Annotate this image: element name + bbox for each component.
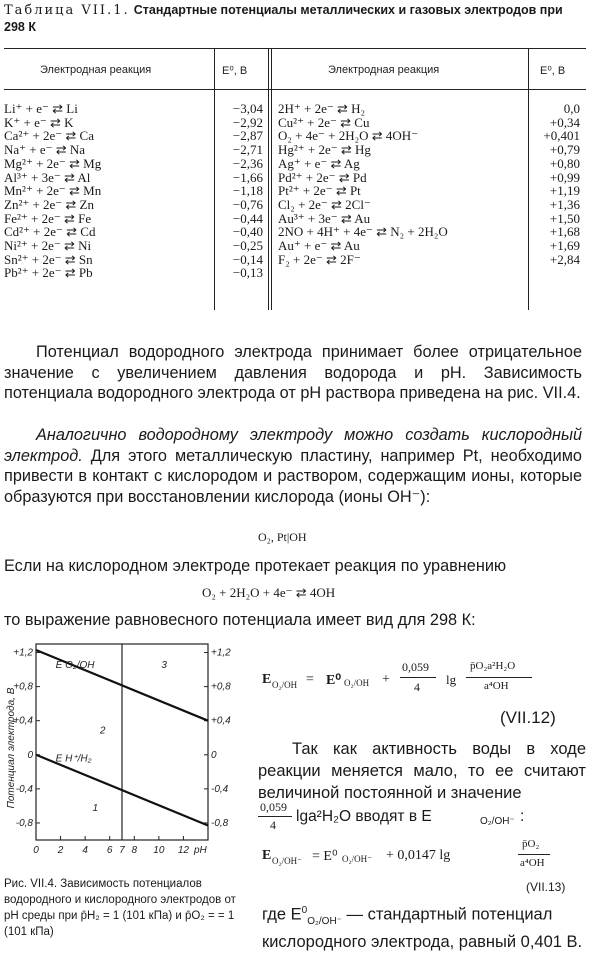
table-mid-divider-b — [271, 48, 272, 310]
p5b-tail: lga²H₂O вводят в E — [296, 808, 432, 825]
table-row-reaction: Ca²⁺ + 2e⁻ ⇄ Ca — [4, 128, 94, 144]
table-row-value: +1,68 — [549, 224, 580, 240]
x-tick-label: 6 — [106, 845, 113, 856]
x-tick-label: 7 — [119, 845, 125, 856]
table-row-value: −2,71 — [232, 142, 263, 158]
table-row-reaction: Na⁺ + e⁻ ⇄ Na — [4, 142, 86, 158]
eq12-coef-bar — [400, 677, 436, 678]
table-row-value: −0,13 — [232, 265, 263, 281]
reaction-equation: O₂ + 2H₂O + 4e⁻ ⇄ 4OH — [202, 585, 336, 600]
table-row-reaction: F₂ + 2e⁻ ⇄ 2F⁻ — [278, 251, 361, 267]
eq12-frac-bar — [466, 677, 532, 678]
col-header-e0-left: E⁰, В — [222, 65, 248, 77]
potential-ph-chart — [2, 636, 242, 870]
p6-b: — стандартный потенциал кислородного электрода, равный 0,401 В. — [262, 905, 583, 951]
table-row-value: −0,14 — [232, 251, 263, 267]
series-label-hydrogen: E H⁺/H₂ — [55, 753, 92, 765]
col-header-e0-right: E⁰, В — [540, 65, 566, 77]
eq13-lhs-sub: O₂/OH⁻ — [272, 856, 302, 866]
table-row-value: −0,40 — [232, 224, 263, 240]
eq12-label: (VII.12) — [500, 708, 556, 727]
table-top-rule — [4, 48, 586, 49]
table-mid-divider-a — [268, 48, 269, 310]
y-tick-label-right: +0,8 — [211, 681, 231, 693]
p5b-frac-bar — [258, 816, 292, 817]
eq13-coef: + 0,0147 lg — [386, 848, 451, 863]
table-row-value: +1,19 — [549, 183, 580, 199]
table-row-reaction: Cd²⁺ + 2e⁻ ⇄ Cd — [4, 224, 96, 240]
chart-xlabel: pH — [194, 845, 207, 856]
table-row-value: +0,401 — [543, 128, 580, 144]
table-row-reaction: Au³⁺ + 3e⁻ ⇄ Au — [278, 210, 371, 226]
x-tick-label: 0 — [33, 845, 39, 856]
eq13-lhs: E — [262, 848, 272, 863]
y-tick-label-left: -0,4 — [15, 783, 33, 795]
table-row-reaction: 2NO + 4H⁺ + 4e⁻ ⇄ N₂ + 2H₂O — [278, 224, 448, 240]
table-header-rule — [4, 89, 586, 90]
table-row-reaction: Pb²⁺ + 2e⁻ ⇄ Pb — [4, 265, 93, 281]
table-row-value: +0,99 — [549, 169, 580, 185]
eq12-coef-num: 0,059 — [402, 660, 429, 674]
eq13-den: a⁴OH — [520, 857, 545, 869]
eq12-equals: = — [306, 672, 314, 687]
table-row-value: +0,34 — [549, 114, 580, 130]
p5b-frac-den: 4 — [270, 818, 276, 832]
table-col-divider — [214, 48, 215, 310]
equation-vii-12 — [258, 650, 588, 710]
eq12-lhs-sub: O₂/OH — [272, 680, 298, 690]
p6-sub: O₂/OH⁻ — [307, 915, 342, 927]
table-row-value: −1,66 — [232, 169, 263, 185]
eq12-frac-num: p̄O₂a²H₂O — [470, 660, 516, 672]
table-row-reaction: Hg²⁺ + 2e⁻ ⇄ Hg — [278, 142, 371, 158]
y-tick-label-right: -0,8 — [211, 817, 229, 829]
x-tick-label: 10 — [153, 845, 165, 856]
eq12-frac-den: a⁴OH — [484, 680, 509, 692]
table-row-value: +1,36 — [549, 196, 580, 212]
equation-vii-13 — [262, 838, 588, 876]
table-row-reaction: Cu²⁺ + 2e⁻ ⇄ Cu — [278, 114, 370, 130]
table-caption — [4, 2, 586, 36]
x-tick-label: 12 — [177, 845, 189, 856]
table-row-value: −0,44 — [232, 210, 263, 226]
paragraph-potential-intro: то выражение равновесного потенциала имеет вид для 298 К: — [4, 611, 476, 629]
y-tick-label-left: +0,4 — [13, 715, 33, 727]
region-label: 3 — [161, 659, 167, 671]
series-label-oxygen: E O₂/OH — [55, 659, 95, 671]
figure-caption: Рис. VII.4. Зависимость потенциалов водородного и кислородного электродов от рН среды при p̄H₂ = 1 (101 кПа) и p̄O₂ = = 1 (101 кПа) — [4, 878, 236, 938]
eq12-e0-sub: O₂/OH — [344, 678, 370, 688]
table-row-reaction: Ni²⁺ + 2e⁻ ⇄ Ni — [4, 238, 92, 253]
table-row-reaction: Fe²⁺ + 2e⁻ ⇄ Fe — [4, 210, 92, 226]
y-tick-label-right: +0,4 — [211, 715, 231, 727]
col-header-reaction-left: Электродная реакция — [40, 64, 152, 76]
p6-sup: 0 — [301, 905, 308, 916]
paragraph-oxygen-italic: Аналогично водородному электроду можно создать кислородный электрод. — [4, 426, 582, 465]
paragraph-standard-potential — [262, 900, 586, 953]
table-row-reaction: Li⁺ + e⁻ ⇄ Li — [4, 101, 78, 116]
table-row-value: −2,92 — [232, 114, 263, 130]
y-tick-label-left: -0,8 — [15, 817, 33, 829]
col-header-reaction-right: Электродная реакция — [328, 64, 440, 76]
eq12-e0: E⁰ — [326, 673, 341, 688]
table-row-value: −2,36 — [232, 155, 263, 171]
region-label: 1 — [92, 803, 99, 815]
table-row-value: 0,0 — [563, 101, 580, 116]
y-tick-label-right: +1,2 — [211, 647, 231, 659]
p5b-frac-num: 0,059 — [260, 800, 287, 814]
eq12-lhs: E — [262, 672, 272, 687]
eq13-num: p̄O₂ — [522, 838, 540, 850]
eq13-bar — [518, 854, 550, 855]
chart-ylabel: Потенциал электрода, В — [6, 687, 17, 809]
electrode-scheme: O₂, Pt|OH — [258, 530, 307, 544]
table-row-value: −1,18 — [232, 183, 263, 199]
table-row-reaction: Zn²⁺ + 2e⁻ ⇄ Zn — [4, 196, 94, 212]
table-row-reaction: 2H⁺ + 2e⁻ ⇄ H₂ — [278, 101, 366, 116]
table-row-reaction: Cl₂ + 2e⁻ ⇄ 2Cl⁻ — [278, 196, 371, 212]
y-tick-label-right: -0,4 — [211, 783, 229, 795]
chart-plot — [6, 644, 231, 856]
table-row-reaction: O₂ + 4e⁻ + 2H₂O ⇄ 4OH⁻ — [278, 128, 419, 144]
paragraph-oxygen-electrode — [4, 425, 582, 507]
table-row-reaction: Pt²⁺ + 2e⁻ ⇄ Pt — [278, 183, 361, 199]
table-row-value: +1,69 — [549, 238, 580, 253]
eq12-plus: + — [382, 672, 390, 687]
eq13-mid-sub: O₂/OH⁻ — [342, 854, 372, 864]
table-row-value: +0,80 — [549, 155, 580, 171]
table-row-reaction: Pd²⁺ + 2e⁻ ⇄ Pd — [278, 169, 367, 185]
table-row-value: +1,50 — [549, 210, 580, 226]
y-tick-label-right: 0 — [211, 749, 217, 761]
table-label: Таблица VII.1. — [4, 3, 130, 18]
table-row-value: −0,25 — [232, 238, 263, 253]
table-row-reaction: Mn²⁺ + 2e⁻ ⇄ Mn — [4, 183, 102, 199]
eq13-mid: = E⁰ — [312, 849, 338, 864]
p6-a: где E — [262, 905, 302, 924]
eq12-coef-den: 4 — [414, 680, 420, 694]
y-tick-label-left: +0,8 — [13, 681, 33, 693]
table-row-reaction: Ag⁺ + e⁻ ⇄ Ag — [278, 155, 360, 171]
table-row-reaction: Mg²⁺ + 2e⁻ ⇄ Mg — [4, 155, 102, 171]
p5b-sub: O₂/OH⁻ — [480, 816, 515, 827]
table-row-value: −0,76 — [232, 196, 263, 212]
table-row-value: −2,87 — [232, 128, 263, 144]
table-row-value: −3,04 — [232, 101, 263, 116]
table-title: Стандартные потенциалы металлических и газовых электродов при 298 К — [4, 3, 563, 34]
paragraph-water-activity-tail — [258, 800, 588, 834]
table-row-reaction: Sn²⁺ + 2e⁻ ⇄ Sn — [4, 251, 93, 267]
eq13-label: (VII.13) — [526, 880, 566, 894]
paragraph-water-activity: Так как активность воды в ходе реакции меняется мало, то ее считают величиной постоянной и значение — [258, 740, 586, 802]
y-tick-label-left: 0 — [27, 749, 33, 761]
x-tick-label: 8 — [131, 845, 138, 856]
y-tick-label-left: +1,2 — [13, 647, 33, 659]
table-row-reaction: Au⁺ + e⁻ ⇄ Au — [278, 238, 360, 253]
eq12-lg: lg — [446, 672, 457, 687]
x-tick-label: 2 — [57, 845, 64, 856]
paragraph-oxygen-rest: Для этого металлическую пластину, например Pt, необходимо привести в контакт с кислородом и раствором, содержащим ионы, которые образуются при восстановлении кислорода (ионы OH⁻): — [4, 446, 582, 506]
x-tick-label: 4 — [82, 845, 88, 856]
p5b-colon: : — [520, 808, 525, 825]
paragraph-reaction-intro: Если на кислородном электроде протекает реакция по уравнению — [4, 557, 507, 575]
table-row-value: +0,79 — [549, 142, 580, 158]
table-row-reaction: K⁺ + e⁻ ⇄ K — [4, 114, 74, 130]
paragraph-hydrogen: Потенциал водородного электрода принимает более отрицательное значение с увеличением давления водорода и рН. Зависимость потенциала водородного электрода от рН раствора приведена на рис. VII.4. — [4, 343, 582, 402]
table-row-reaction: Al³⁺ + 3e⁻ ⇄ Al — [4, 169, 91, 185]
region-label: 2 — [99, 725, 106, 737]
table-row-value: +2,84 — [549, 251, 580, 267]
table-col-divider-right — [528, 48, 529, 310]
